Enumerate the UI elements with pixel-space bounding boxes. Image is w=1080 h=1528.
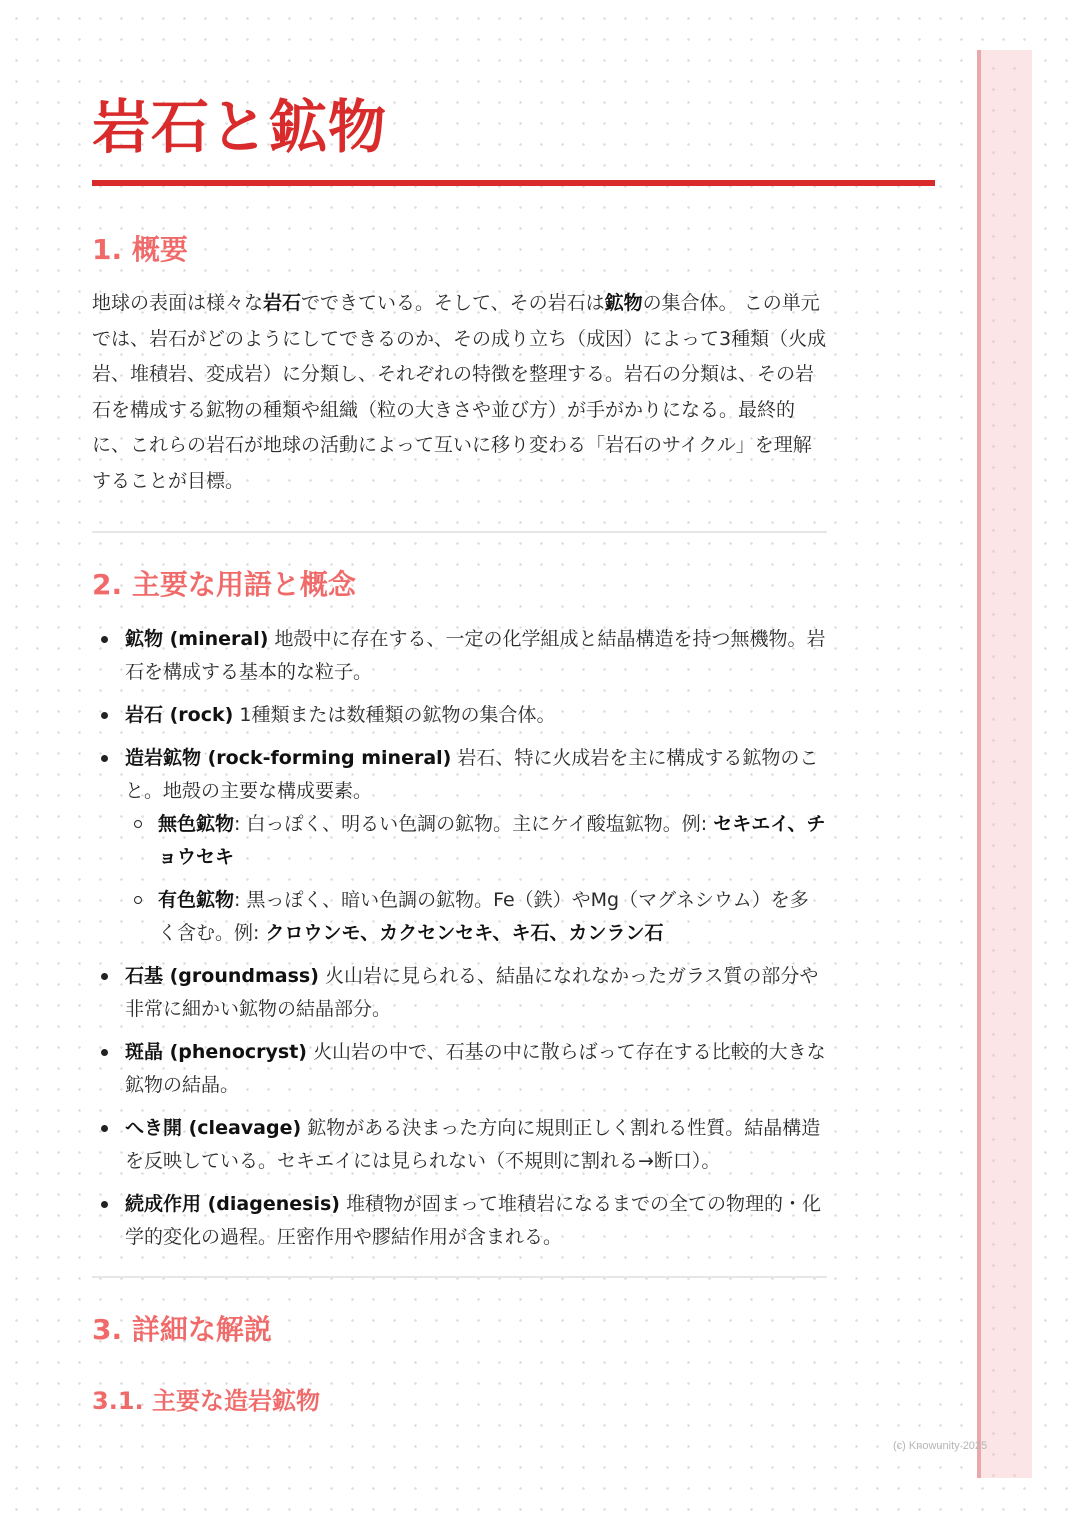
overview-paragraph xyxy=(92,286,830,499)
term-description: 堆積物が固まって堆積岩になるまでの全ての物理的・化学的変化の過程。圧密作用や膠結作用が含まれる。 xyxy=(125,1193,821,1248)
overview-text-2: でできている。そして、その岩石は xyxy=(301,292,605,314)
subterm-label: 有色鉱物 xyxy=(158,889,235,911)
term-description: 火山岩の中で、石基の中に散らばって存在する比較的大きな鉱物の結晶。 xyxy=(125,1041,826,1096)
document-content xyxy=(92,88,937,1418)
subterm-examples: セキエイ、チョウセキ xyxy=(158,813,826,868)
term-label: 斑晶 (phenocryst) xyxy=(125,1041,307,1063)
overview-text-1: 地球の表面は様々な xyxy=(92,292,264,314)
term-label: 石基 (groundmass) xyxy=(125,965,319,987)
margin-strip xyxy=(977,50,1032,1478)
term-description: 地殻中に存在する、一定の化学組成と結晶構造を持つ無機物。岩石を構成する基本的な粒子。 xyxy=(125,628,826,683)
term-item-rock xyxy=(92,699,827,732)
section-heading-overview: 1. 概要 xyxy=(92,233,188,266)
term-item-groundmass xyxy=(92,960,827,1026)
term-item-phenocryst xyxy=(92,1036,827,1102)
term-label: 続成作用 (diagenesis) xyxy=(125,1193,340,1215)
page-title: 岩石と鉱物 xyxy=(92,93,388,161)
section-divider xyxy=(92,531,827,533)
term-description: 鉱物がある決まった方向に規則正しく割れる性質。結晶構造を反映している。セキエイには見られない（不規則に割れる→断口）。 xyxy=(125,1117,821,1172)
section-heading-details: 3. 詳細な解説 xyxy=(92,1313,272,1346)
title-rule xyxy=(92,180,935,186)
subsection-heading-rock-forming-minerals: 3.1. 主要な造岩鉱物 xyxy=(92,1387,320,1415)
term-label: へき開 (cleavage) xyxy=(125,1117,302,1139)
subterm-examples: クロウンモ、カクセンセキ、キ石、カンラン石 xyxy=(265,922,664,944)
term-label: 造岩鉱物 (rock-forming mineral) xyxy=(125,747,452,769)
term-item-diagenesis xyxy=(92,1188,827,1254)
term-item-cleavage xyxy=(92,1112,827,1178)
term-description: 岩石、特に火成岩を主に構成する鉱物のこと。地殻の主要な構成要素。 xyxy=(125,747,819,802)
term-description: 1種類または数種類の鉱物の集合体。 xyxy=(233,704,556,726)
mineral-subtypes-list xyxy=(125,808,827,950)
subterm-label: 無色鉱物 xyxy=(158,813,235,835)
term-description: 火山岩に見られる、結晶になれなかったガラス質の部分や非常に細かい鉱物の結晶部分。 xyxy=(125,965,819,1020)
term-label: 鉱物 (mineral) xyxy=(125,628,269,650)
subterm-item-colorless xyxy=(125,808,827,874)
subterm-description: : 白っぽく、明るい色調の鉱物。主にケイ酸塩鉱物。例: xyxy=(234,813,714,835)
terms-list xyxy=(92,623,827,1254)
section-divider xyxy=(92,1276,827,1278)
term-item-mineral xyxy=(92,623,827,689)
margin-line xyxy=(977,50,981,1478)
copyright-footer: (c) Knowunity 2025 xyxy=(893,1440,988,1452)
term-item-rock-forming-mineral xyxy=(92,742,827,950)
subterm-item-colored xyxy=(125,884,827,950)
overview-text-3: の集合体。 この単元では、岩石がどのようにしてできるのか、その成り立ち（成因）によって3種類（火成岩、堆積岩、変成岩）に分類し、それぞれの特徴を整理する。岩石の分類は、その岩石を構成する鉱物の種類や組織（粒の大きさや並び方）が手がかりになる。最終的に、これらの岩石が地球の活動によって互いに移り変わる「岩石のサイクル」を理解することが目標。 xyxy=(92,292,827,492)
term-label: 岩石 (rock) xyxy=(125,704,234,726)
section-heading-terms: 2. 主要な用語と概念 xyxy=(92,568,356,601)
overview-bold-mineral: 鉱物 xyxy=(604,292,643,314)
overview-bold-rock: 岩石 xyxy=(263,292,302,314)
subterm-description: : 黒っぽく、暗い色調の鉱物。Fe（鉄）やMg（マグネシウム）を多く含む。例: xyxy=(158,889,809,944)
